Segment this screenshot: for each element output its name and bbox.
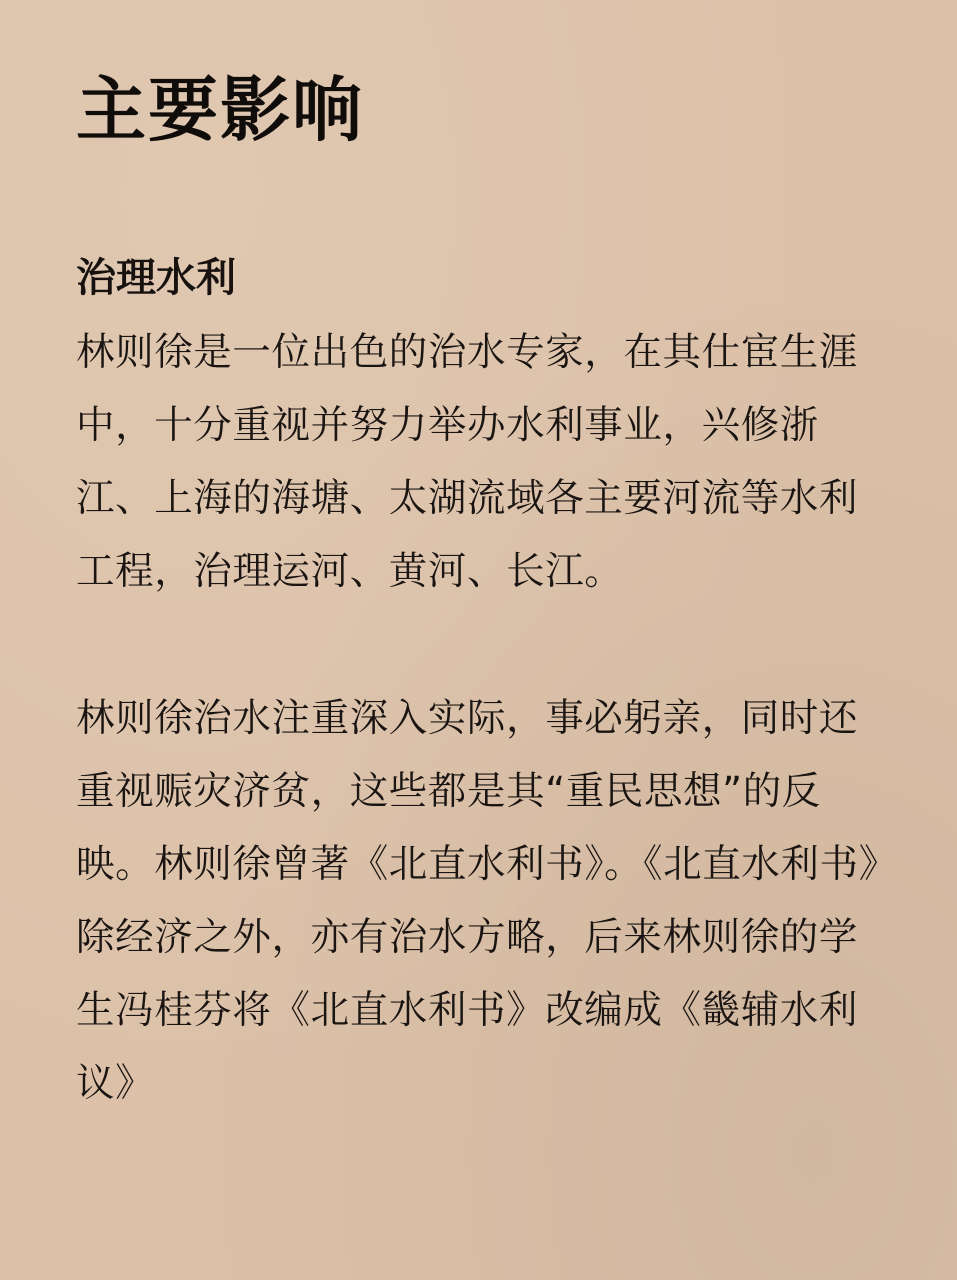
paragraph-1: 林则徐是一位出色的治水专家，在其仕宦生涯中，十分重视并努力举办水利事业，兴修浙江、上海的海塘、太湖流域各主要河流等水利工程，治理运河、黄河、长江。 xyxy=(76,330,859,594)
page-title: 主要影响 xyxy=(76,69,364,151)
article xyxy=(76,62,896,1120)
section-heading: 治理水利 xyxy=(76,255,236,301)
paragraph-2: 林则徐治水注重深入实际，事必躬亲，同时还重视赈灾济贫，这些都是其“重民思想”的反映。林则徐曾著《北直水利书》。《北直水利书》除经济之外，亦有治水方略，后来林则徐的学生冯桂芬将《北直水利书》改编成《畿辅水利议》 xyxy=(76,696,879,1106)
